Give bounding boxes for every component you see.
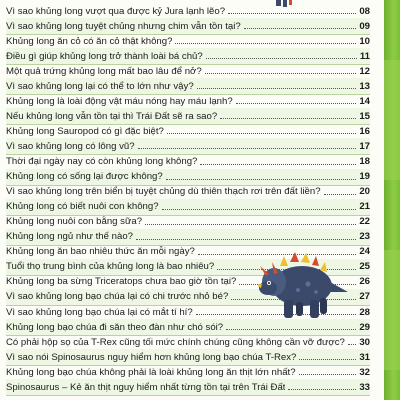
toc-entry-page: 26 (359, 276, 370, 288)
toc-entry-page: 28 (359, 306, 370, 318)
dot-leader (175, 42, 356, 44)
dot-leader (299, 358, 356, 360)
toc-entry-title: Vì sao khủng long có lông vũ? (6, 140, 135, 152)
toc-entry-title: Khủng long ba sừng Triceratops chưa bao giờ tồn tại? (6, 276, 237, 288)
toc-entry-title: Khủng long bạo chúa đi săn theo đàn như chó sói? (6, 321, 224, 333)
toc-entry-title: Nếu khủng long vẫn tồn tại thì Trái Đất sẽ ra sao? (6, 110, 218, 122)
toc-entry-page: 08 (359, 5, 370, 17)
dot-leader (288, 388, 356, 390)
dot-leader (166, 178, 357, 180)
toc-entry-page: 15 (359, 110, 370, 122)
edge-highlight (384, 250, 400, 370)
toc-entry-page: 20 (359, 186, 370, 198)
toc-entry-title: Khủng long ăn cỏ có ăn cỏ thật không? (6, 35, 173, 47)
dot-leader (205, 72, 357, 74)
toc-entry-title: Spinosaurus – Kẻ ăn thịt nguy hiểm nhất từng tồn tại trên Trái Đất (6, 381, 286, 393)
toc-entry-title: Khủng long ăn bao nhiêu thức ăn mỗi ngày? (6, 246, 195, 258)
dot-leader (200, 163, 356, 165)
toc-entry-page: 10 (359, 35, 370, 47)
dot-leader (162, 208, 357, 210)
toc-entry-title: Có phải hộp sọ của T-Rex cũng tối mức chính chúng cũng không cần vỡ được? (6, 336, 345, 348)
dot-leader (136, 238, 356, 240)
dot-leader (220, 117, 356, 119)
toc-entry-page: 09 (359, 20, 370, 32)
toc-entry-page: 18 (359, 156, 370, 167)
dot-leader (197, 87, 357, 89)
dot-leader (167, 132, 356, 134)
toc-entry-title: Khủng long bạo chúa không phải là loài khủng long ăn thịt lớn nhất? (6, 366, 296, 378)
toc-entry-page: 32 (359, 366, 370, 378)
toc-entry-page: 21 (359, 201, 370, 213)
dot-leader (324, 193, 357, 195)
dot-leader (226, 328, 356, 330)
toc-entry-title: Khủng long có biết nuôi con không? (6, 201, 159, 213)
toc-entry-title: Vì sao nói Spinosaurus nguy hiểm hơn khủng long bạo chúa T-Rex? (6, 351, 297, 363)
toc-entry-page: 25 (359, 261, 370, 273)
toc-entry-page: 16 (359, 125, 370, 137)
dot-leader (206, 57, 357, 59)
toc-entry-title: Khủng long có sống lại được không? (6, 171, 163, 183)
toc-entry-page: 14 (359, 95, 370, 107)
toc-entry-title: Vì sao khủng long trên biển bị tuyệt chủng dù thiên thạch rơi trên đất liền? (6, 186, 321, 198)
toc-entry-page: 13 (359, 80, 370, 92)
toc-entry-page: 22 (359, 216, 370, 228)
toc-entry-title: Điều gì giúp khủng long trở thành loài bá chủ? (6, 50, 203, 62)
toc-entry-title: Vì sao khủng long tuyệt chủng nhưng chim vẫn tồn tại? (6, 20, 241, 32)
toc-entry-title: Khủng long ngủ như thế nào? (6, 231, 133, 243)
dot-leader (228, 12, 356, 14)
dot-leader (299, 373, 357, 375)
toc-entry-page: 24 (359, 246, 370, 258)
toc-entry-page: 19 (359, 171, 370, 183)
toc-entry-title: Khủng long nuôi con bằng sữa? (6, 216, 143, 228)
toc-entry-title: Vì sao khủng long lại có thể to lớn như vậy? (6, 80, 194, 92)
toc-entry-page: 11 (359, 50, 370, 62)
toc-entry-title: Vì sao khủng long bạo chúa lại có chi trước nhỏ bé? (6, 291, 229, 303)
toc-entry-page: 30 (359, 336, 370, 348)
triceratops-illustration (258, 252, 348, 324)
toc-entry[interactable] (6, 379, 370, 396)
dot-leader (244, 27, 357, 29)
toc-entry-page: 27 (359, 291, 370, 303)
edge-highlight (384, 60, 400, 180)
toc-entry-title: Một quả trứng khủng long mất bao lâu để nở? (6, 65, 202, 77)
toc-entry-title: Khủng long là loài động vật máu nóng hay máu lạnh? (6, 95, 233, 107)
dot-leader (145, 223, 356, 225)
toc-entry-page: 33 (359, 381, 370, 393)
toc-entry-title: Khủng long Sauropod có gì đặc biệt? (6, 125, 164, 137)
toc-entry-title: Vì sao khủng long bạo chúa lại có mắt tí hí? (6, 306, 193, 318)
dot-leader (348, 343, 356, 345)
toc-entry-page: 31 (359, 351, 370, 363)
toc-entry-page: 29 (359, 321, 370, 333)
toc-entry-page: 12 (359, 65, 370, 77)
toc-entry-page: 17 (359, 140, 370, 152)
toc-entry-title: Tuổi thọ trung bình của khủng long là bao nhiêu? (6, 261, 215, 273)
dot-leader (138, 147, 357, 149)
toc-entry-page: 23 (359, 231, 370, 243)
toc-entry-title: Vì sao khủng long vượt qua được kỷ Jura lạnh lẽo? (6, 5, 226, 17)
toc-entry-title: Thời đại ngày nay có còn khủng long không? (6, 156, 198, 167)
dot-leader (236, 102, 357, 104)
